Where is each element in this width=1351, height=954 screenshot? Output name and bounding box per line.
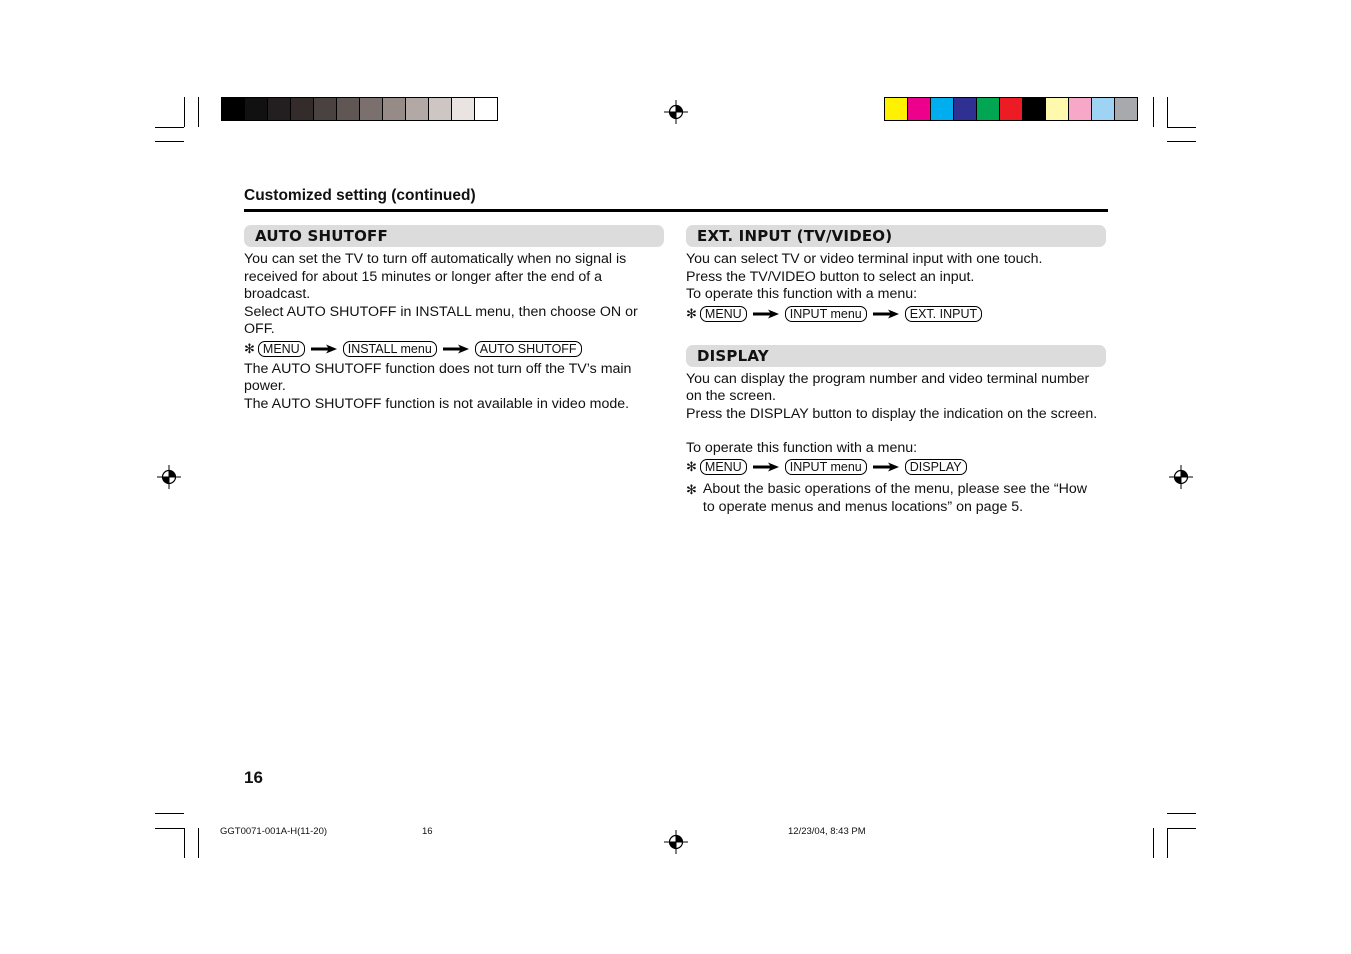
- text-line: About the basic operations of the menu, please see the “How: [702, 481, 1087, 497]
- ext-input-key: EXT. INPUT: [905, 306, 982, 322]
- arrow-right-icon: [752, 309, 780, 319]
- color-swatch: [290, 98, 313, 120]
- star-icon: ✻: [686, 459, 697, 474]
- star-icon: ✻: [244, 340, 255, 356]
- text-line: received for about 15 minutes or longer after the end of a: [244, 268, 603, 285]
- color-swatch: [222, 98, 244, 120]
- display-key: DISPLAY: [905, 459, 967, 475]
- ext-input-section: [686, 225, 1106, 323]
- auto-shutoff-notes: [244, 361, 664, 414]
- ext-input-menu-path: [686, 305, 1106, 323]
- color-swatch: [244, 98, 267, 120]
- auto-shutoff-intro: [244, 251, 664, 339]
- star-icon: ✻: [686, 482, 697, 497]
- text-line: on the screen.: [686, 388, 776, 404]
- text-line: The AUTO SHUTOFF function does not turn off the TV’s main: [244, 360, 632, 377]
- title-rule: [244, 209, 1108, 212]
- text-line: Select AUTO SHUTOFF in INSTALL menu, then choose ON or: [244, 303, 638, 320]
- color-swatch: [1091, 98, 1114, 120]
- color-swatch: [885, 98, 907, 120]
- text-line: You can display the program number and video terminal number: [686, 370, 1090, 387]
- display-text: [686, 371, 1106, 458]
- color-swatch: [382, 98, 405, 120]
- auto-shutoff-key: AUTO SHUTOFF: [475, 341, 582, 357]
- page-section-title: Customized setting (continued): [244, 187, 476, 204]
- text-line: to operate menus and menus locations” on page 5.: [702, 498, 1024, 515]
- registration-mark-icon: [664, 830, 688, 854]
- color-swatch: [336, 98, 359, 120]
- input-menu-key: INPUT menu: [785, 459, 867, 475]
- text-line: You can select TV or video terminal input with one touch.: [686, 251, 1043, 267]
- color-swatch: [1068, 98, 1091, 120]
- registration-mark-icon: [664, 100, 688, 124]
- arrow-right-icon: [442, 344, 470, 354]
- arrow-right-icon: [872, 462, 900, 472]
- color-calibration-strip: [884, 97, 1138, 121]
- right-column: [686, 225, 1106, 516]
- footer-doc-code: GGT0071-001A-H(11-20): [220, 826, 328, 837]
- color-swatch: [474, 98, 497, 120]
- color-swatch: [999, 98, 1022, 120]
- text-line: Press the TV/VIDEO button to select an input.: [686, 268, 975, 285]
- menu-key: MENU: [700, 459, 747, 475]
- input-menu-key: INPUT menu: [785, 306, 867, 322]
- page-number: 16: [244, 768, 263, 787]
- auto-shutoff-section: [244, 225, 664, 413]
- text-line: Press the DISPLAY button to display the indication on the screen.: [686, 405, 1098, 422]
- text-line: power.: [244, 378, 286, 394]
- color-swatch: [953, 98, 976, 120]
- color-swatch: [451, 98, 474, 120]
- arrow-right-icon: [872, 309, 900, 319]
- color-swatch: [313, 98, 336, 120]
- footer-page: 16: [422, 826, 433, 837]
- ext-input-heading: EXT. INPUT (TV/VIDEO): [686, 225, 1106, 247]
- text-line: To operate this function with a menu:: [686, 439, 918, 456]
- menu-key: MENU: [700, 306, 747, 322]
- display-heading: DISPLAY: [686, 345, 1106, 367]
- registration-mark-icon: [1169, 465, 1193, 489]
- text-line: To operate this function with a menu:: [686, 286, 918, 302]
- arrow-right-icon: [310, 344, 338, 354]
- auto-shutoff-menu-path: [244, 340, 664, 358]
- color-swatch: [907, 98, 930, 120]
- menu-operations-note: [686, 481, 1106, 516]
- text-line: You can set the TV to turn off automatically when no signal is: [244, 251, 627, 267]
- gray-calibration-strip: [221, 97, 498, 121]
- menu-key: MENU: [258, 341, 305, 357]
- auto-shutoff-heading: AUTO SHUTOFF: [244, 225, 664, 247]
- registration-mark-icon: [157, 465, 181, 489]
- color-swatch: [267, 98, 290, 120]
- color-swatch: [428, 98, 451, 120]
- display-menu-path: [686, 458, 1106, 476]
- text-line: broadcast.: [244, 286, 311, 302]
- ext-input-text: [686, 251, 1106, 304]
- star-icon: ✻: [686, 305, 697, 321]
- color-swatch: [1045, 98, 1068, 120]
- color-swatch: [405, 98, 428, 120]
- arrow-right-icon: [752, 462, 780, 472]
- color-swatch: [359, 98, 382, 120]
- color-swatch: [1114, 98, 1137, 120]
- footer-timestamp: 12/23/04, 8:43 PM: [788, 826, 866, 837]
- text-line: The AUTO SHUTOFF function is not available in video mode.: [244, 395, 630, 412]
- text-line: OFF.: [244, 321, 275, 337]
- color-swatch: [1022, 98, 1045, 120]
- color-swatch: [930, 98, 953, 120]
- color-swatch: [976, 98, 999, 120]
- install-menu-key: INSTALL menu: [343, 341, 437, 357]
- display-section: [686, 345, 1106, 517]
